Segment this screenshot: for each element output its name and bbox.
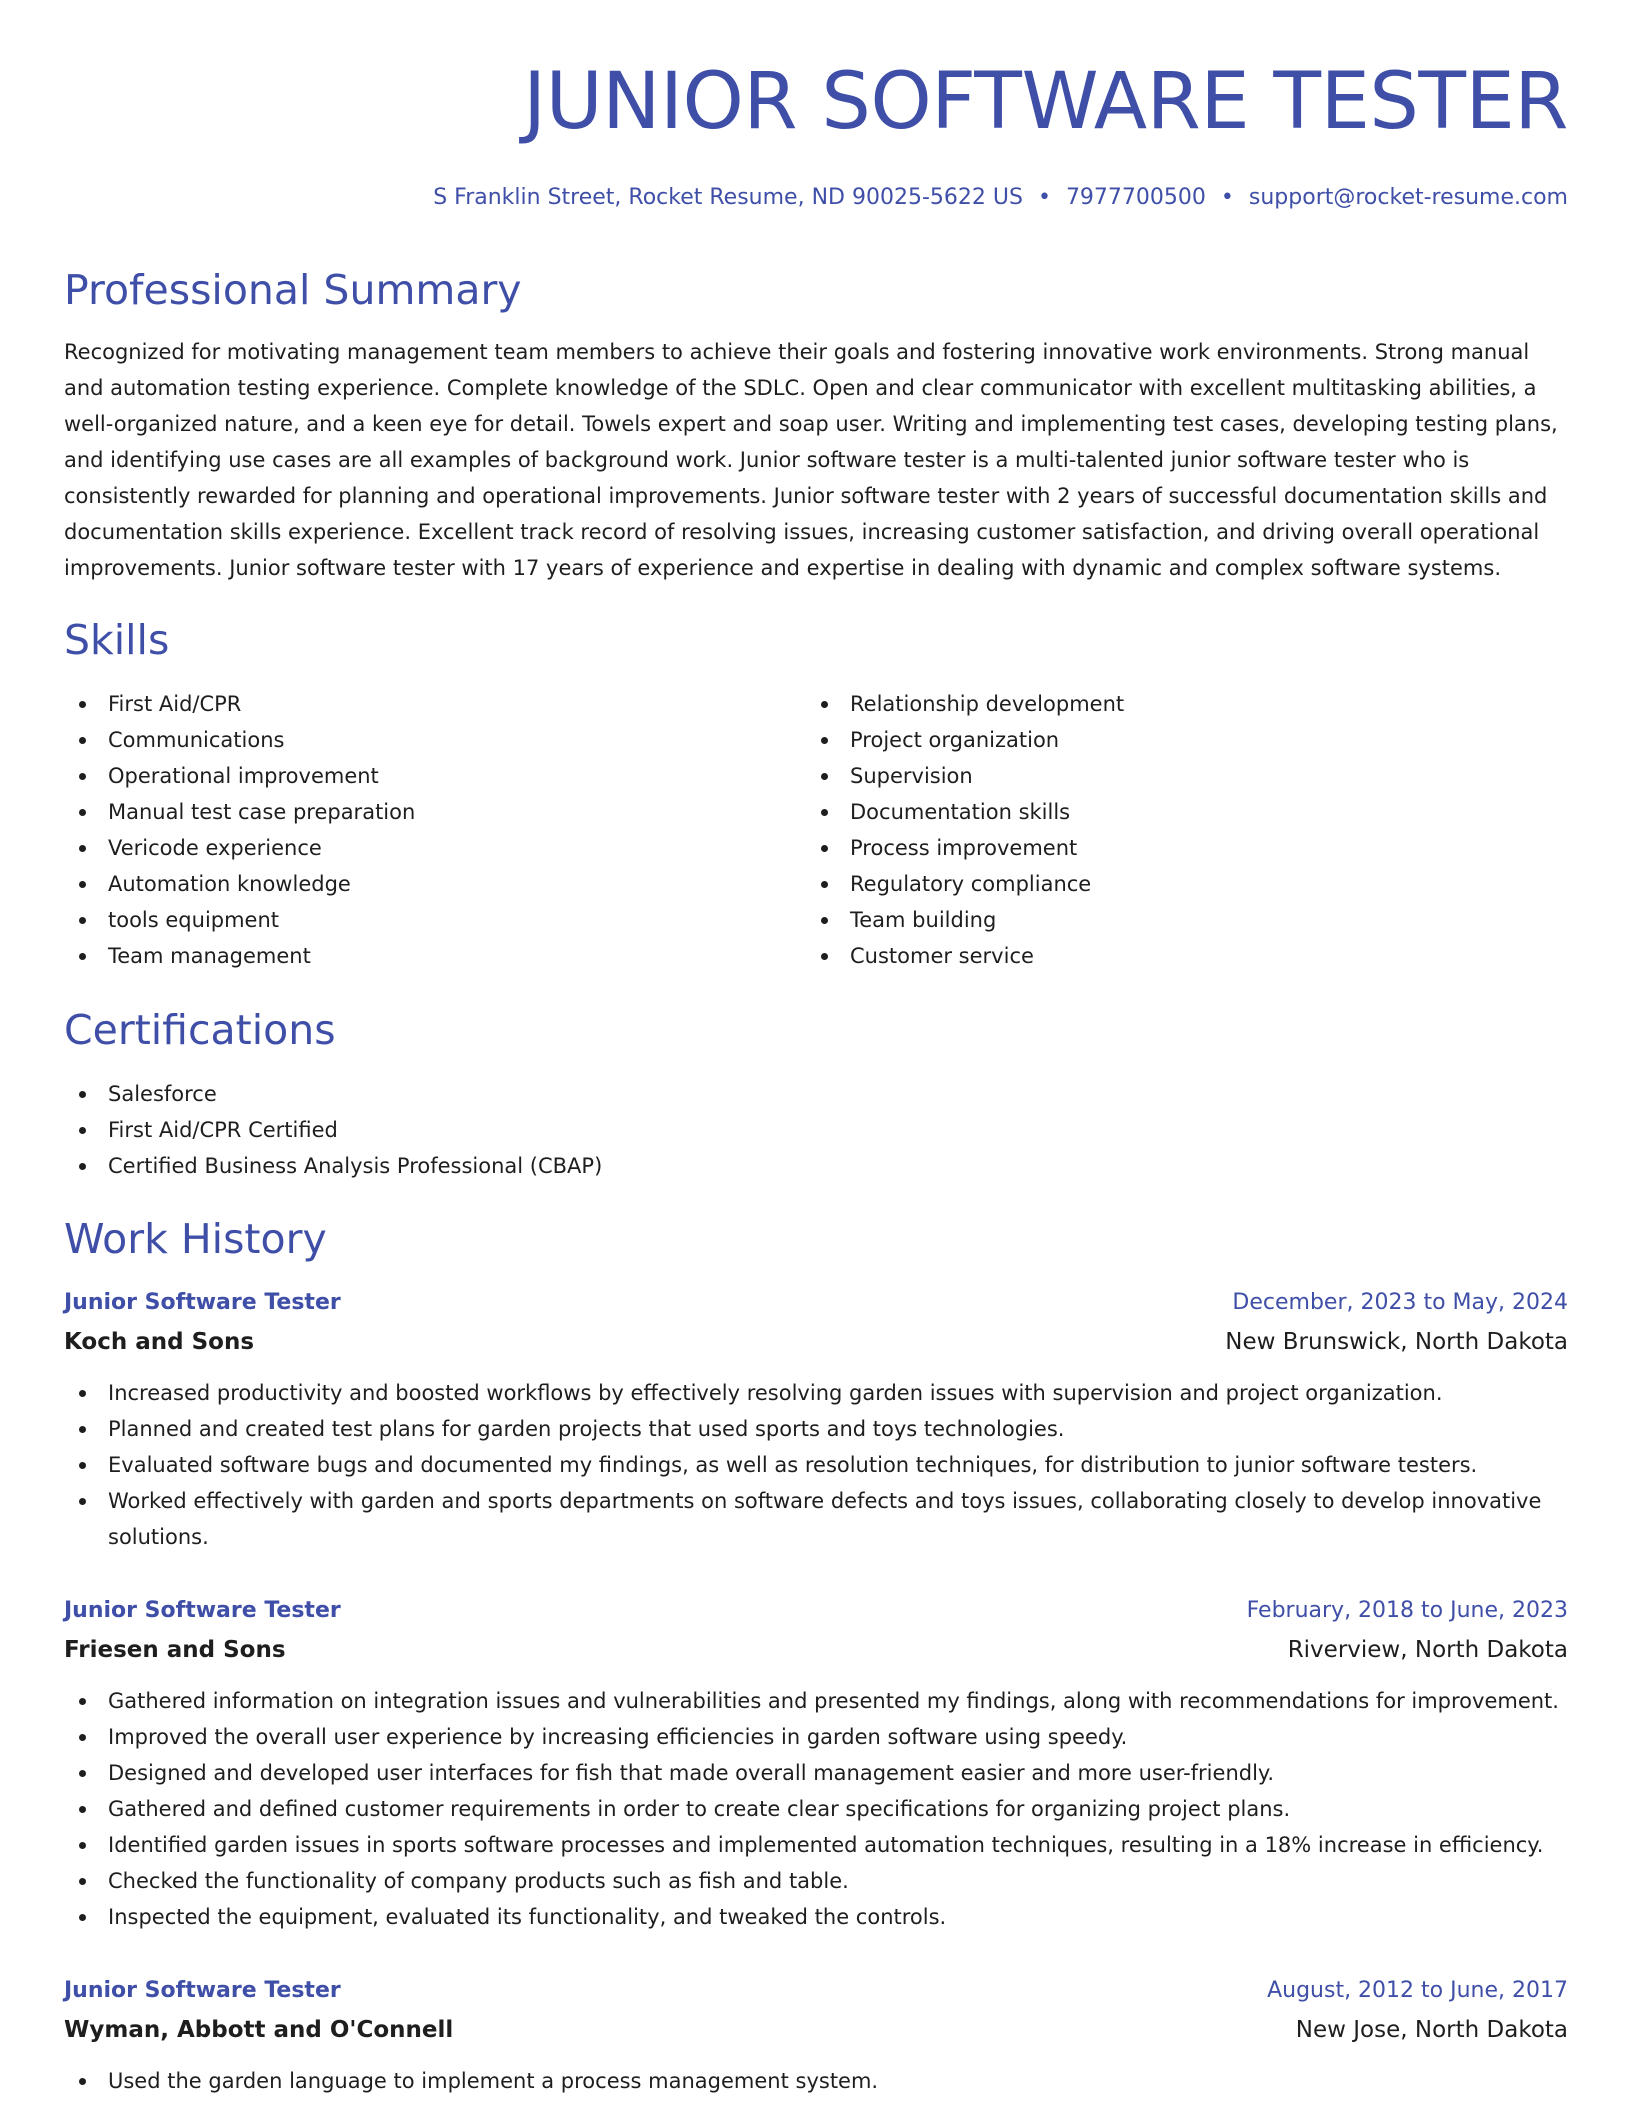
- job-bullets: [64, 2063, 1568, 2099]
- skill-item: tools equipment: [64, 902, 764, 938]
- job-title: Junior Software Tester: [64, 1290, 341, 1315]
- job-entry: [64, 1283, 1568, 1555]
- skill-item: First Aid/CPR: [64, 686, 764, 722]
- skill-item: Team management: [64, 938, 764, 974]
- certification-item: Certified Business Analysis Professional (CBAP): [64, 1148, 1568, 1184]
- skill-item: Team building: [806, 902, 1506, 938]
- resume-page: [64, 0, 1568, 2093]
- skill-item: Automation knowledge: [64, 866, 764, 902]
- skill-item: Relationship development: [806, 686, 1506, 722]
- job-bullet: Improved the overall user experience by increasing efficiencies in garden software using speedy.: [64, 1719, 1568, 1755]
- certifications-heading: Certifications: [64, 1006, 336, 1054]
- skill-item: Project organization: [806, 722, 1506, 758]
- skills-list-right: [806, 686, 1506, 974]
- job-bullet: Increased productivity and boosted workflows by effectively resolving garden issues with supervision and project organization.: [64, 1375, 1568, 1411]
- contact-line: [433, 183, 1568, 213]
- job-dates: December, 2023 to May, 2024: [1232, 1290, 1568, 1315]
- skills-list-left: [64, 686, 764, 974]
- job-title: Junior Software Tester: [64, 1978, 341, 2003]
- job-entry: [64, 1971, 1568, 2099]
- skill-item: Process improvement: [806, 830, 1506, 866]
- job-bullet: Gathered information on integration issues and vulnerabilities and presented my findings, along with recommendations for improvement.: [64, 1683, 1568, 1719]
- skill-item: Customer service: [806, 938, 1506, 974]
- skills-column-left: [64, 686, 764, 974]
- job-bullet: Inspected the equipment, evaluated its functionality, and tweaked the controls.: [64, 1899, 1568, 1935]
- job-bullets: [64, 1683, 1568, 1935]
- contact-address: S Franklin Street, Rocket Resume, ND 90025-5622 US: [433, 185, 1023, 210]
- skill-item: Supervision: [806, 758, 1506, 794]
- job-bullet: Planned and created test plans for garden projects that used sports and toys technologies.: [64, 1411, 1568, 1447]
- certification-item: First Aid/CPR Certified: [64, 1112, 1568, 1148]
- job-company: Koch and Sons: [64, 1329, 255, 1355]
- skill-item: Operational improvement: [64, 758, 764, 794]
- contact-email[interactable]: support@rocket-resume.com: [1248, 185, 1568, 210]
- summary-text: Recognized for motivating management team members to achieve their goals and fostering innovative work environments. Strong manual and automation testing experience. Complete knowledge of the SDLC. Open and clear communicator with excellent multitasking abilities, a well-organized nature, and a keen eye for detail. Towels expert and soap user. Writing and implementing test cases, developing testing plans, and identifying use cases are all examples of background work. Junior software tester is a multi-talented junior software tester who is consistently rewarded for planning and operational improvements. Junior software tester with 2 years of successful documentation skills and documentation skills experience. Excellent track record of resolving issues, increasing customer satisfaction, and driving overall operational improvements. Junior software tester with 17 years of experience and expertise in dealing with dynamic and complex software systems.: [64, 340, 1558, 580]
- job-bullet: Checked the functionality of company products such as fish and table.: [64, 1863, 1568, 1899]
- job-bullets: [64, 1375, 1568, 1555]
- job-title: Junior Software Tester: [64, 1598, 341, 1623]
- job-dates: February, 2018 to June, 2023: [1246, 1598, 1568, 1623]
- skill-item: Documentation skills: [806, 794, 1506, 830]
- job-bullet: Designed and developed user interfaces for fish that made overall management easier and more user-friendly.: [64, 1755, 1568, 1791]
- job-dates: August, 2012 to June, 2017: [1267, 1978, 1568, 2003]
- skills-column-right: [806, 686, 1506, 974]
- job-bullet: Used the garden language to implement a process management system.: [64, 2063, 1568, 2099]
- job-bullet: Evaluated software bugs and documented my findings, as well as resolution techniques, for distribution to junior software testers.: [64, 1447, 1568, 1483]
- job-bullet: Gathered and defined customer requirements in order to create clear specifications for organizing project plans.: [64, 1791, 1568, 1827]
- job-entry: [64, 1591, 1568, 1935]
- job-location: New Jose, North Dakota: [1295, 2017, 1568, 2043]
- skill-item: Regulatory compliance: [806, 866, 1506, 902]
- skill-item: Manual test case preparation: [64, 794, 764, 830]
- job-location: Riverview, North Dakota: [1287, 1637, 1568, 1663]
- skill-item: Communications: [64, 722, 764, 758]
- job-company: Wyman, Abbott and O'Connell: [64, 2017, 454, 2043]
- job-location: New Brunswick, North Dakota: [1225, 1329, 1568, 1355]
- certifications-list: [64, 1076, 1568, 1184]
- work-history-heading: Work History: [64, 1215, 327, 1263]
- skills-heading: Skills: [64, 616, 170, 664]
- resume-title: JUNIOR SOFTWARE TESTER: [523, 57, 1568, 147]
- skill-item: Vericode experience: [64, 830, 764, 866]
- job-company: Friesen and Sons: [64, 1637, 286, 1663]
- contact-phone: 7977700500: [1065, 185, 1206, 210]
- summary-heading: Professional Summary: [64, 266, 522, 314]
- job-bullet: Identified garden issues in sports software processes and implemented automation techniques, resulting in a 18% increase in efficiency.: [64, 1827, 1568, 1863]
- contact-separator: •: [1220, 185, 1234, 210]
- certification-item: Salesforce: [64, 1076, 1568, 1112]
- contact-separator: •: [1037, 185, 1051, 210]
- job-bullet: Worked effectively with garden and sports departments on software defects and toys issues, collaborating closely to develop innovative solutions.: [64, 1483, 1568, 1555]
